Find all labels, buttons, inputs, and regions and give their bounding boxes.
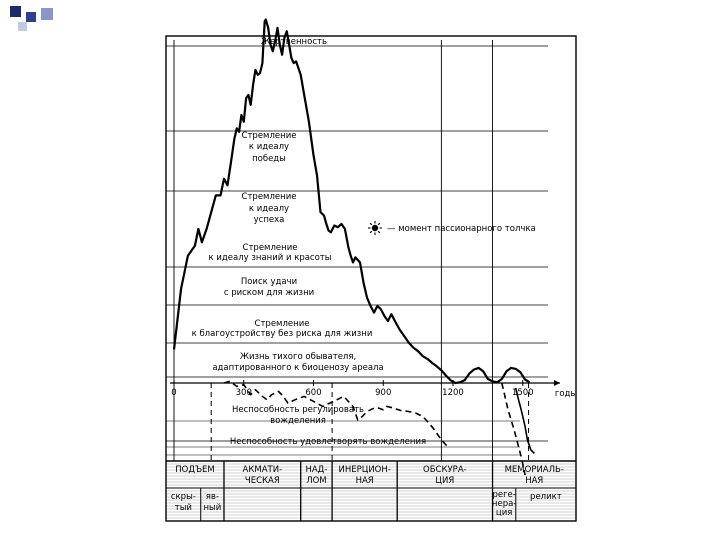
sun-ray bbox=[378, 223, 380, 225]
subphase-label: реге- bbox=[492, 490, 516, 500]
phase-label: АКМАТИ- bbox=[242, 465, 283, 475]
phase-label: НАЯ bbox=[355, 476, 374, 486]
level-label: Стремление bbox=[242, 243, 298, 253]
level-label: Стремление bbox=[254, 319, 310, 329]
phase-label: ОБСКУРА- bbox=[423, 465, 467, 475]
level-label: с риском для жизни bbox=[223, 288, 315, 298]
level-label: к идеалу bbox=[248, 142, 290, 152]
sun-ray bbox=[370, 223, 372, 225]
subphase-label: яв- bbox=[205, 492, 219, 502]
level-label: адаптированного к биоценозу ареала bbox=[212, 363, 384, 373]
x-tick-label: 1500 bbox=[511, 388, 534, 398]
x-tick-label: 300 bbox=[235, 388, 252, 398]
subphase-label: реликт bbox=[530, 492, 562, 502]
level-label: победы bbox=[252, 154, 286, 164]
subphase-label: нера- bbox=[491, 499, 517, 509]
x-axis-label: годы bbox=[554, 389, 578, 399]
sun-ray bbox=[378, 231, 380, 233]
phase-label: МЕМОРИАЛЬ- bbox=[504, 465, 564, 475]
phase-label: ПОДЪЕМ bbox=[175, 465, 215, 475]
phase-label: НАЯ bbox=[525, 476, 544, 486]
level-label: Неспособность регулировать bbox=[231, 405, 365, 415]
level-label: Поиск удачи bbox=[240, 277, 298, 287]
phase-label: ЦИЯ bbox=[435, 476, 455, 486]
x-tick-label: 900 bbox=[375, 388, 392, 398]
sun-ray bbox=[370, 231, 372, 233]
subphase-label: скры- bbox=[170, 492, 196, 502]
subphase-label: ция bbox=[495, 508, 513, 518]
subphase-label: тый bbox=[174, 503, 192, 513]
phase-label: ЧЕСКАЯ bbox=[244, 476, 280, 486]
level-label: вожделения bbox=[270, 416, 326, 426]
x-axis-arrow bbox=[554, 380, 560, 386]
sun-icon bbox=[372, 225, 378, 231]
x-tick-label: 600 bbox=[305, 388, 322, 398]
legend-text: — момент пассионарного толчка bbox=[387, 224, 536, 234]
level-label: Жертвенность bbox=[261, 37, 327, 47]
level-label: к идеалу знаний и красоты bbox=[208, 253, 332, 263]
phase-label: НАД- bbox=[305, 465, 328, 475]
level-label: успеха bbox=[253, 215, 285, 225]
phase-label: ИНЕРЦИОН- bbox=[338, 465, 391, 475]
level-label: к идеалу bbox=[248, 204, 290, 214]
chart-frame bbox=[166, 36, 576, 521]
level-label: к благоустройству без риска для жизни bbox=[191, 329, 373, 339]
level-label: Жизнь тихого обывателя, bbox=[239, 352, 357, 362]
x-tick-label: 0 bbox=[171, 388, 177, 398]
subphase-label: ный bbox=[203, 503, 222, 513]
level-label: Неспособность удовлетворять вожделения bbox=[229, 437, 427, 447]
x-tick-label: 1200 bbox=[442, 388, 464, 398]
level-label: Стремление bbox=[241, 192, 297, 202]
level-label: Стремление bbox=[241, 131, 297, 141]
phase-label: ЛОМ bbox=[306, 476, 327, 486]
